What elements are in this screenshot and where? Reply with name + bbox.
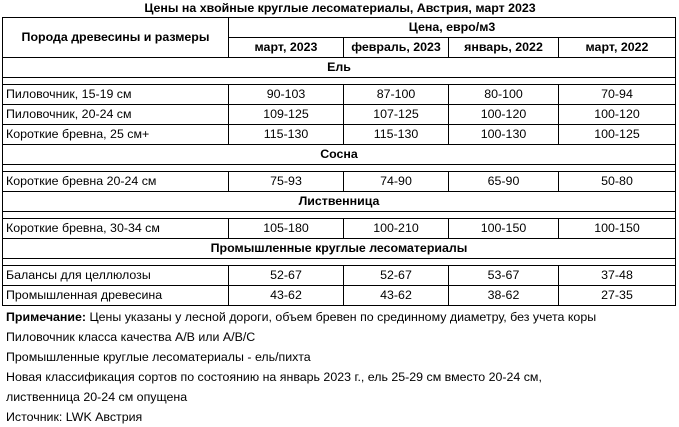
section-row bbox=[3, 145, 676, 165]
price-cell: 65-90 bbox=[449, 172, 559, 192]
price-cell: 115-130 bbox=[344, 125, 449, 145]
spacer-row bbox=[3, 259, 676, 266]
row-label: Пиловочник, 20-24 см bbox=[3, 105, 229, 125]
section-row bbox=[3, 239, 676, 259]
spacer-row bbox=[3, 165, 676, 172]
price-cell: 100-150 bbox=[559, 219, 676, 239]
price-cell: 52-67 bbox=[344, 266, 449, 286]
price-header: Цена, евро/м3 bbox=[229, 18, 676, 38]
section-title: Ель bbox=[3, 58, 676, 78]
price-cell: 43-62 bbox=[229, 286, 344, 306]
section-row bbox=[3, 58, 676, 78]
price-cell: 43-62 bbox=[344, 286, 449, 306]
price-cell: 52-67 bbox=[229, 266, 344, 286]
price-cell: 100-150 bbox=[449, 219, 559, 239]
table-row bbox=[3, 85, 676, 105]
price-cell: 74-90 bbox=[344, 172, 449, 192]
note-text: Цены указаны у лесной дороги, объем бревен по срединному диаметру, без учета коры bbox=[86, 310, 597, 324]
price-cell: 100-210 bbox=[344, 219, 449, 239]
price-cell: 100-120 bbox=[559, 105, 676, 125]
price-cell: 37-48 bbox=[559, 266, 676, 286]
price-table-body bbox=[3, 18, 676, 306]
note-line: лиственница 20-24 см опущена bbox=[6, 390, 188, 404]
price-cell: 105-180 bbox=[229, 219, 344, 239]
spacer-cell bbox=[3, 212, 676, 219]
price-cell: 53-67 bbox=[449, 266, 559, 286]
price-cell: 90-103 bbox=[229, 85, 344, 105]
price-cell: 100-125 bbox=[559, 125, 676, 145]
period-header: февраль, 2023 bbox=[344, 38, 449, 58]
header-row-top bbox=[3, 18, 676, 38]
spacer-row bbox=[3, 78, 676, 85]
table-row bbox=[3, 172, 676, 192]
row-label: Промышленная древесина bbox=[3, 286, 229, 306]
spacer-row bbox=[3, 212, 676, 219]
period-header: январь, 2022 bbox=[449, 38, 559, 58]
table-row bbox=[3, 125, 676, 145]
note-line-first bbox=[6, 307, 678, 327]
section-title: Лиственница bbox=[3, 192, 676, 212]
note-line: Промышленные круглые лесоматериалы - ель/пихта bbox=[6, 350, 311, 364]
notes bbox=[2, 307, 678, 427]
price-cell: 100-120 bbox=[449, 105, 559, 125]
note-label: Примечание: bbox=[6, 310, 87, 324]
price-cell: 75-93 bbox=[229, 172, 344, 192]
price-cell: 27-35 bbox=[559, 286, 676, 306]
species-size-header: Порода древесины и размеры bbox=[3, 18, 229, 58]
price-cell: 50-80 bbox=[559, 172, 676, 192]
spacer-cell bbox=[3, 165, 676, 172]
row-label: Короткие бревна, 25 см+ bbox=[3, 125, 229, 145]
spacer-cell bbox=[3, 259, 676, 266]
note-line: Новая классификация сортов по состоянию на январь 2023 г., ель 25-29 см вместо 20-24 см, bbox=[6, 370, 542, 384]
price-cell: 100-130 bbox=[449, 125, 559, 145]
table-row bbox=[3, 266, 676, 286]
section-row bbox=[3, 192, 676, 212]
price-cell: 38-62 bbox=[449, 286, 559, 306]
table-title: Цены на хвойные круглые лесоматериалы, Австрия, март 2023 bbox=[144, 1, 536, 15]
section-title: Промышленные круглые лесоматериалы bbox=[3, 239, 676, 259]
price-cell: 109-125 bbox=[229, 105, 344, 125]
price-cell: 70-94 bbox=[559, 85, 676, 105]
price-cell: 115-130 bbox=[229, 125, 344, 145]
row-label: Балансы для целлюлозы bbox=[3, 266, 229, 286]
table-row bbox=[3, 105, 676, 125]
section-title: Сосна bbox=[3, 145, 676, 165]
spacer-cell bbox=[3, 78, 676, 85]
period-header: март, 2022 bbox=[559, 38, 676, 58]
price-table bbox=[2, 17, 676, 306]
row-label: Пиловочник, 15-19 см bbox=[3, 85, 229, 105]
row-label: Короткие бревна, 30-34 см bbox=[3, 219, 229, 239]
row-label: Короткие бревна 20-24 см bbox=[3, 172, 229, 192]
note-line: Пиловочник класса качества A/B или A/B/C bbox=[6, 330, 256, 344]
table-row bbox=[3, 219, 676, 239]
period-header: март, 2023 bbox=[229, 38, 344, 58]
table-row bbox=[3, 286, 676, 306]
price-cell: 80-100 bbox=[449, 85, 559, 105]
source-line: Источник: LWK Австрия bbox=[6, 410, 143, 424]
price-cell: 87-100 bbox=[344, 85, 449, 105]
price-cell: 107-125 bbox=[344, 105, 449, 125]
